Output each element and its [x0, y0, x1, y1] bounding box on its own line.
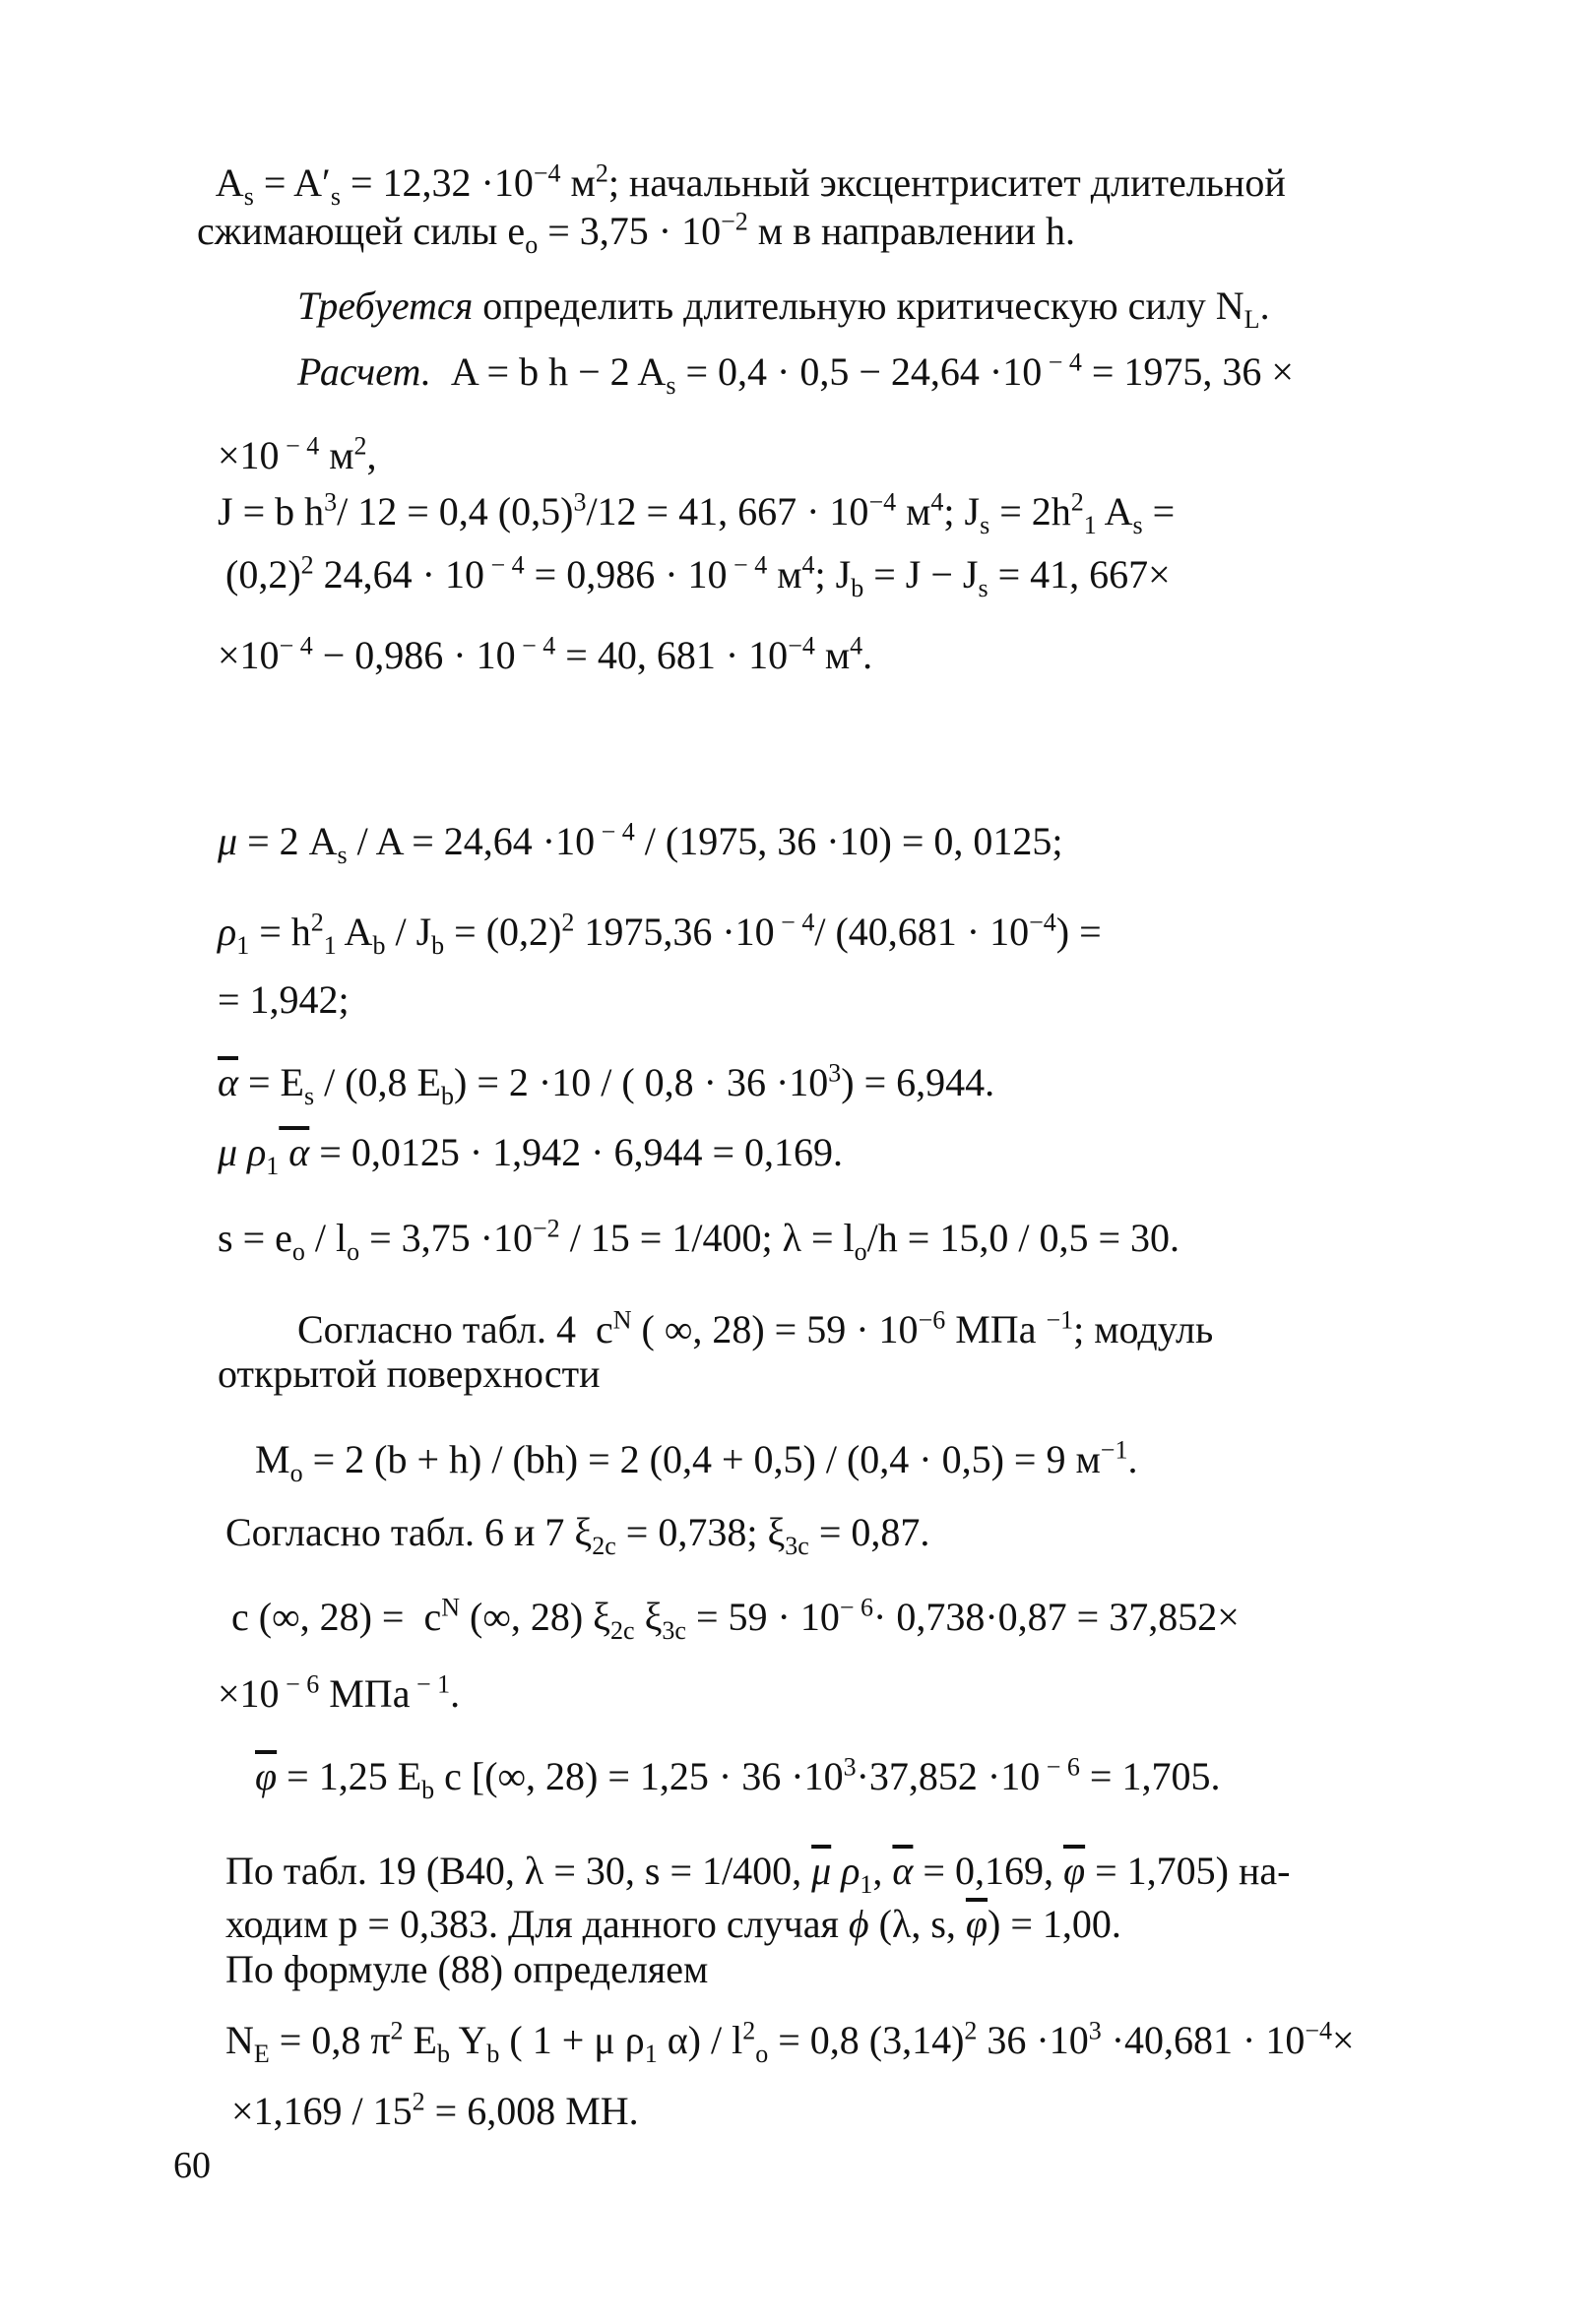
superscript: − 4 — [279, 631, 313, 660]
text: E — [403, 2018, 437, 2062]
text: ρ — [831, 1849, 861, 1893]
text: / 12 = 0,4 (0,5) — [337, 489, 574, 534]
text: = 0,986 · 10 — [524, 552, 728, 597]
text: Согласно табл. 4 c — [297, 1307, 613, 1351]
text: , — [366, 433, 377, 477]
subscript: 1 — [323, 931, 337, 961]
text: α — [279, 1130, 310, 1174]
superscript: −2 — [721, 207, 748, 236]
text: . — [1127, 1437, 1138, 1481]
superscript: − 4 — [279, 431, 320, 461]
text: / l — [304, 1216, 348, 1260]
text: A — [1096, 489, 1133, 534]
text: МПа — [945, 1307, 1047, 1351]
superscript: − 6 — [839, 1593, 874, 1622]
text: = (0,2) — [444, 910, 562, 954]
text: = 0,0125 · 1,942 · 6,944 = 0,169. — [309, 1130, 844, 1174]
subscript: s — [980, 511, 990, 540]
text: = 0,4 · 0,5 − 24,64 ·10 — [675, 349, 1043, 394]
subscript: s — [666, 371, 676, 401]
text: МПа — [319, 1671, 411, 1716]
superscript: − 4 — [727, 550, 768, 580]
superscript: 4 — [930, 487, 944, 517]
text: определить длительную критическую силу N — [473, 283, 1244, 328]
text: α) / l — [657, 2018, 743, 2062]
superscript: −4 — [868, 487, 897, 517]
text: = 1,705) на- — [1085, 1849, 1291, 1893]
text: / (40,681 · 10 — [814, 910, 1030, 954]
subscript: 1 — [644, 2040, 658, 2069]
text: / J — [385, 910, 432, 954]
subscript: L — [1243, 305, 1260, 335]
text: N — [225, 2018, 254, 2062]
subscript: o — [289, 1459, 303, 1488]
superscript: 4 — [850, 631, 863, 660]
text: A — [336, 910, 373, 954]
text: (0,2) — [225, 552, 301, 597]
superscript: − 4 — [774, 908, 815, 937]
text: , — [872, 1849, 893, 1893]
superscript: 2 — [561, 908, 575, 937]
text: = 1,705. — [1079, 1754, 1221, 1798]
text: м в направлении h. — [747, 209, 1076, 253]
text: = 2h — [989, 489, 1071, 534]
subscript: s — [337, 841, 348, 870]
superscript: −4 — [788, 631, 815, 660]
text: = 2 (b + h) / (bh) = 2 (0,4 + 0,5) / (0,4 · 0,5) = 9 м — [302, 1437, 1101, 1481]
superscript: 2 — [300, 550, 314, 580]
subscript: b — [441, 1082, 454, 1111]
subscript: b — [431, 931, 445, 961]
text: = 0,738; ξ — [615, 1510, 786, 1554]
text: = 59 · 10 — [685, 1595, 840, 1639]
text: $\overline{\varphi}$ — [1062, 1849, 1086, 1893]
text: μ — [218, 819, 238, 863]
text: ξ — [634, 1595, 663, 1639]
subscript: 3c — [785, 1532, 809, 1561]
text: = 3,75 ·10 — [359, 1216, 534, 1260]
subscript: 2c — [592, 1532, 616, 1561]
superscript: − 6 — [279, 1669, 320, 1699]
subscript: 1 — [266, 1152, 280, 1181]
superscript: − 4 — [483, 550, 525, 580]
subscript: 1 — [236, 931, 250, 961]
text: По табл. 19 (B40, λ = 30, s = 1/400, — [225, 1849, 812, 1893]
text: A = b h − 2 A — [430, 349, 667, 394]
superscript: − 4 — [595, 817, 635, 847]
superscript: −4 — [533, 158, 561, 188]
page-number: 60 — [173, 2145, 211, 2186]
superscript: 2 — [310, 908, 324, 937]
text: M — [255, 1437, 290, 1481]
superscript: 3 — [828, 1058, 842, 1088]
subscript: b — [436, 2040, 450, 2069]
text: /h = 15,0 / 0,5 = 30. — [866, 1216, 1180, 1260]
subscript: o — [525, 230, 539, 260]
emphasis: Требуется — [297, 283, 474, 328]
text: ( 1 + μ ρ — [499, 2018, 645, 2062]
text: сжимающей силы e — [197, 209, 526, 253]
text: ×10 — [218, 1671, 280, 1716]
text: открытой поверхности — [218, 1351, 601, 1396]
text: = 6,008 МН. — [424, 2089, 639, 2133]
text: = 12,32 ·10 — [340, 160, 534, 205]
text: = h — [249, 910, 311, 954]
subscript: b — [372, 931, 386, 961]
text: ( ∞, 28) = 59 · 10 — [631, 1307, 919, 1351]
text: ) = — [1055, 910, 1102, 954]
line-8 — [178, 597, 872, 715]
text: м — [814, 633, 851, 677]
superscript: 2 — [390, 2016, 404, 2045]
superscript: 4 — [801, 550, 815, 580]
text: = A′ — [253, 160, 331, 205]
text: s = e — [218, 1216, 292, 1260]
text: Согласно табл. 6 и 7 ξ — [225, 1510, 593, 1554]
text: ϕ — [848, 1902, 869, 1946]
text: / 15 = 1/400; λ = l — [559, 1216, 855, 1260]
subscript: b — [851, 574, 864, 603]
subscript: s — [243, 182, 254, 212]
text: ) = 1,00. — [988, 1902, 1121, 1946]
text: c [(∞, 28) = 1,25 · 36 ·10 — [434, 1754, 844, 1798]
text: (λ, s, — [868, 1902, 966, 1946]
superscript: 2 — [964, 2016, 978, 2045]
superscript: N — [612, 1305, 632, 1335]
superscript: −2 — [533, 1214, 560, 1243]
text: $\overline{\varphi}$ — [255, 1754, 278, 1798]
subscript: s — [978, 574, 988, 603]
superscript: − 6 — [1040, 1752, 1080, 1782]
text: = 1,942; — [218, 977, 350, 1022]
text: = — [1142, 489, 1176, 534]
text: Y — [449, 2018, 487, 2062]
superscript: 2 — [595, 158, 608, 188]
text: = 1975, 36 × — [1081, 349, 1294, 394]
subscript: o — [755, 2040, 769, 2069]
text: /12 = 41, 667 · 10 — [586, 489, 869, 534]
text: = 0,8 π — [269, 2018, 391, 2062]
text: c (∞, 28) = — [231, 1595, 414, 1639]
text: − 0,986 · 10 — [312, 633, 516, 677]
text: . — [450, 1671, 461, 1716]
text: . — [1259, 283, 1270, 328]
superscript: 2 — [353, 431, 367, 461]
subscript: 1 — [860, 1870, 873, 1900]
line-26 — [192, 2052, 639, 2170]
text: ; J — [814, 552, 852, 597]
text: 24,64 · 10 — [313, 552, 484, 597]
subscript: s — [304, 1082, 315, 1111]
subscript: o — [854, 1237, 867, 1267]
superscript: −4 — [1305, 2016, 1333, 2045]
text: 1975,36 ·10 — [574, 910, 775, 954]
text: = 0,169, — [913, 1849, 1063, 1893]
text: $\overline{\alpha}$ — [892, 1849, 914, 1893]
text: м — [319, 433, 354, 477]
subscript: s — [330, 182, 341, 212]
text: ·40,681 · 10 — [1101, 2018, 1306, 2062]
text: ; начальный эксцентриситет длительной — [607, 160, 1286, 205]
superscript: 2 — [412, 2087, 425, 2116]
text: = E — [238, 1060, 304, 1104]
text: ) = 2 ·10 / ( 0,8 · 36 ·10 — [454, 1060, 829, 1104]
text: / (1975, 36 ·10) = 0, 0125; — [634, 819, 1063, 863]
text: 36 ·10 — [977, 2018, 1089, 2062]
superscript: − 4 — [1042, 347, 1082, 377]
line-4 — [258, 313, 1294, 431]
subscript: 1 — [1083, 511, 1097, 540]
text: μ ρ — [218, 1130, 267, 1174]
text: = 2 A — [237, 819, 338, 863]
text: / (0,8 E — [314, 1060, 441, 1104]
subscript: b — [486, 2040, 500, 2069]
text: $\overline{\alpha}$ — [218, 1060, 238, 1104]
text: c — [414, 1595, 442, 1639]
text: ; J — [943, 489, 981, 534]
superscript: N — [441, 1593, 461, 1622]
superscript: − 1 — [410, 1669, 451, 1699]
text: = 40, 681 · 10 — [555, 633, 789, 677]
emphasis: Расчет. — [297, 349, 431, 394]
subscript: 2c — [610, 1616, 635, 1646]
text: По формуле (88) определяем — [225, 1947, 709, 1991]
text: ×10 — [218, 433, 280, 477]
superscript: 3 — [1088, 2016, 1102, 2045]
text: ) = 6,944. — [841, 1060, 995, 1104]
subscript: b — [421, 1776, 435, 1805]
text: = 41, 667× — [988, 552, 1171, 597]
text: $\overline{\varphi}$ — [965, 1902, 988, 1946]
text: = 3,75 · 10 — [538, 209, 722, 253]
text: × — [1332, 2018, 1355, 2062]
superscript: −6 — [918, 1305, 946, 1335]
text: м — [767, 552, 802, 597]
text: ; модуль — [1073, 1307, 1214, 1351]
superscript: 2 — [1070, 487, 1084, 517]
text: ×1,169 / 15 — [231, 2089, 413, 2133]
superscript: −1 — [1100, 1435, 1128, 1465]
text: = 1,25 E — [277, 1754, 422, 1798]
text: = J − J — [863, 552, 979, 597]
text: = 0,87. — [808, 1510, 930, 1554]
subscript: 3c — [662, 1616, 686, 1646]
text: A — [215, 160, 244, 205]
text: · 0,738·0,87 = 37,852× — [873, 1595, 1240, 1639]
text: ρ — [218, 910, 237, 954]
text: J = b h — [218, 489, 325, 534]
superscript: 3 — [324, 487, 338, 517]
text: м — [896, 489, 931, 534]
superscript: 3 — [843, 1752, 857, 1782]
text: ×10 — [218, 633, 280, 677]
text: / A = 24,64 ·10 — [347, 819, 596, 863]
text: . — [862, 633, 873, 677]
superscript: 2 — [742, 2016, 756, 2045]
text: = 0,8 (3,14) — [768, 2018, 965, 2062]
text: $\overline{\mu}$ — [811, 1849, 832, 1893]
text: ходим p = 0,383. Для данного случая — [225, 1902, 849, 1946]
subscript: o — [291, 1237, 305, 1267]
subscript: s — [1132, 511, 1143, 540]
subscript: E — [253, 2040, 270, 2069]
text: (∞, 28) ξ — [460, 1595, 611, 1639]
subscript: o — [347, 1237, 360, 1267]
superscript: 3 — [573, 487, 587, 517]
text: м — [560, 160, 596, 205]
superscript: −4 — [1029, 908, 1056, 937]
text: ·37,852 ·10 — [856, 1754, 1041, 1798]
superscript: − 4 — [515, 631, 556, 660]
superscript: −1 — [1046, 1305, 1074, 1335]
